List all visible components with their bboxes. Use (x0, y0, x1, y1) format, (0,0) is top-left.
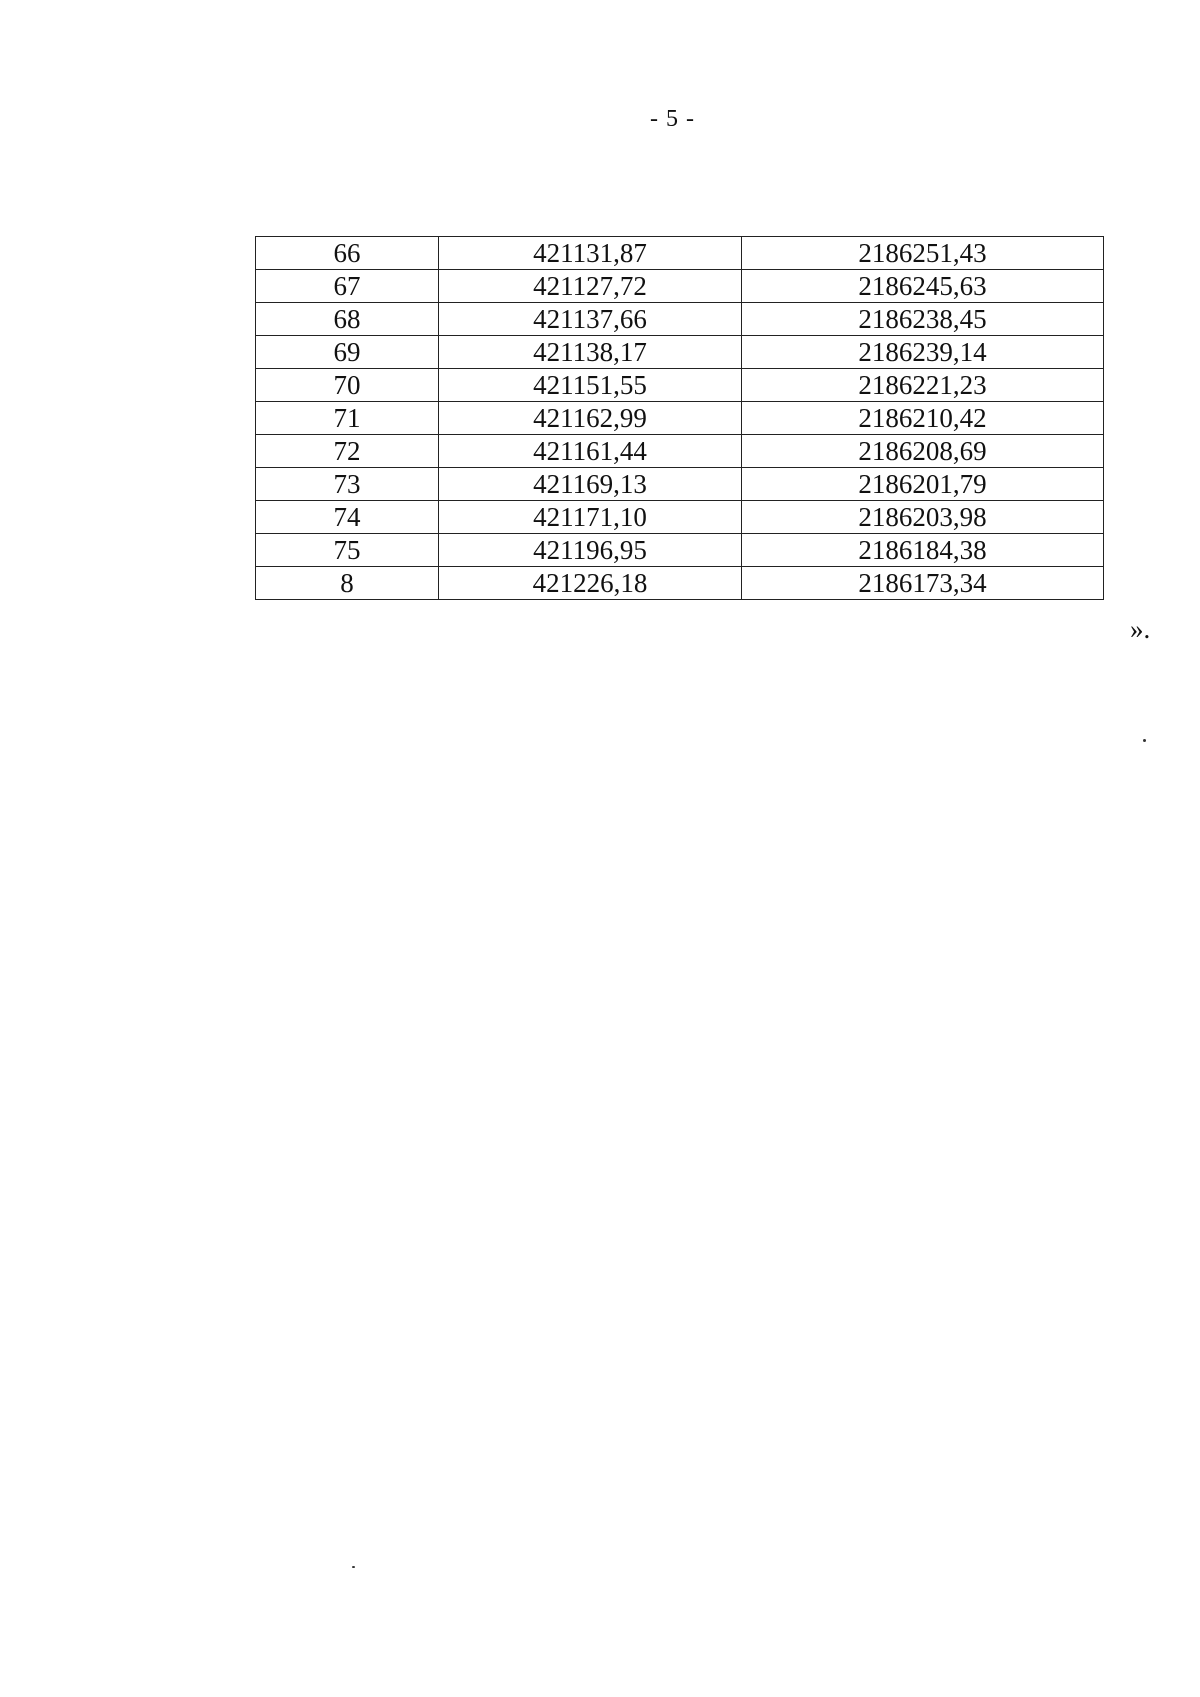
table-row (256, 435, 1104, 468)
point-number-cell: 8 (256, 567, 439, 600)
x-coordinate-cell: 421196,95 (439, 534, 742, 567)
point-number-cell: 67 (256, 270, 439, 303)
x-coordinate-cell: 421127,72 (439, 270, 742, 303)
table-row (256, 303, 1104, 336)
table-row (256, 402, 1104, 435)
table-row (256, 270, 1104, 303)
x-coordinate-cell: 421161,44 (439, 435, 742, 468)
y-coordinate-cell: 2186173,34 (742, 567, 1104, 600)
x-coordinate-cell: 421171,10 (439, 501, 742, 534)
table-row (256, 567, 1104, 600)
x-coordinate-cell: 421162,99 (439, 402, 742, 435)
x-coordinate-cell: 421131,87 (439, 237, 742, 270)
y-coordinate-cell: 2186184,38 (742, 534, 1104, 567)
point-number-cell: 70 (256, 369, 439, 402)
scan-speck (352, 1566, 355, 1568)
x-coordinate-cell: 421137,66 (439, 303, 742, 336)
y-coordinate-cell: 2186245,63 (742, 270, 1104, 303)
y-coordinate-cell: 2186203,98 (742, 501, 1104, 534)
point-number-cell: 66 (256, 237, 439, 270)
y-coordinate-cell: 2186221,23 (742, 369, 1104, 402)
y-coordinate-cell: 2186210,42 (742, 402, 1104, 435)
closing-quote-mark: ». (1130, 614, 1151, 644)
point-number-cell: 71 (256, 402, 439, 435)
y-coordinate-cell: 2186208,69 (742, 435, 1104, 468)
x-coordinate-cell: 421138,17 (439, 336, 742, 369)
x-coordinate-cell: 421151,55 (439, 369, 742, 402)
y-coordinate-cell: 2186239,14 (742, 336, 1104, 369)
table-row (256, 237, 1104, 270)
point-number-cell: 72 (256, 435, 439, 468)
y-coordinate-cell: 2186201,79 (742, 468, 1104, 501)
table-row (256, 468, 1104, 501)
table-row (256, 534, 1104, 567)
x-coordinate-cell: 421226,18 (439, 567, 742, 600)
scan-speck (1143, 739, 1146, 742)
table-row (256, 369, 1104, 402)
coordinates-table (255, 236, 1104, 600)
point-number-cell: 75 (256, 534, 439, 567)
table-row (256, 501, 1104, 534)
point-number-cell: 74 (256, 501, 439, 534)
point-number-cell: 73 (256, 468, 439, 501)
point-number-cell: 68 (256, 303, 439, 336)
x-coordinate-cell: 421169,13 (439, 468, 742, 501)
y-coordinate-cell: 2186238,45 (742, 303, 1104, 336)
page-number: - 5 - (650, 106, 695, 132)
point-number-cell: 69 (256, 336, 439, 369)
table-row (256, 336, 1104, 369)
y-coordinate-cell: 2186251,43 (742, 237, 1104, 270)
